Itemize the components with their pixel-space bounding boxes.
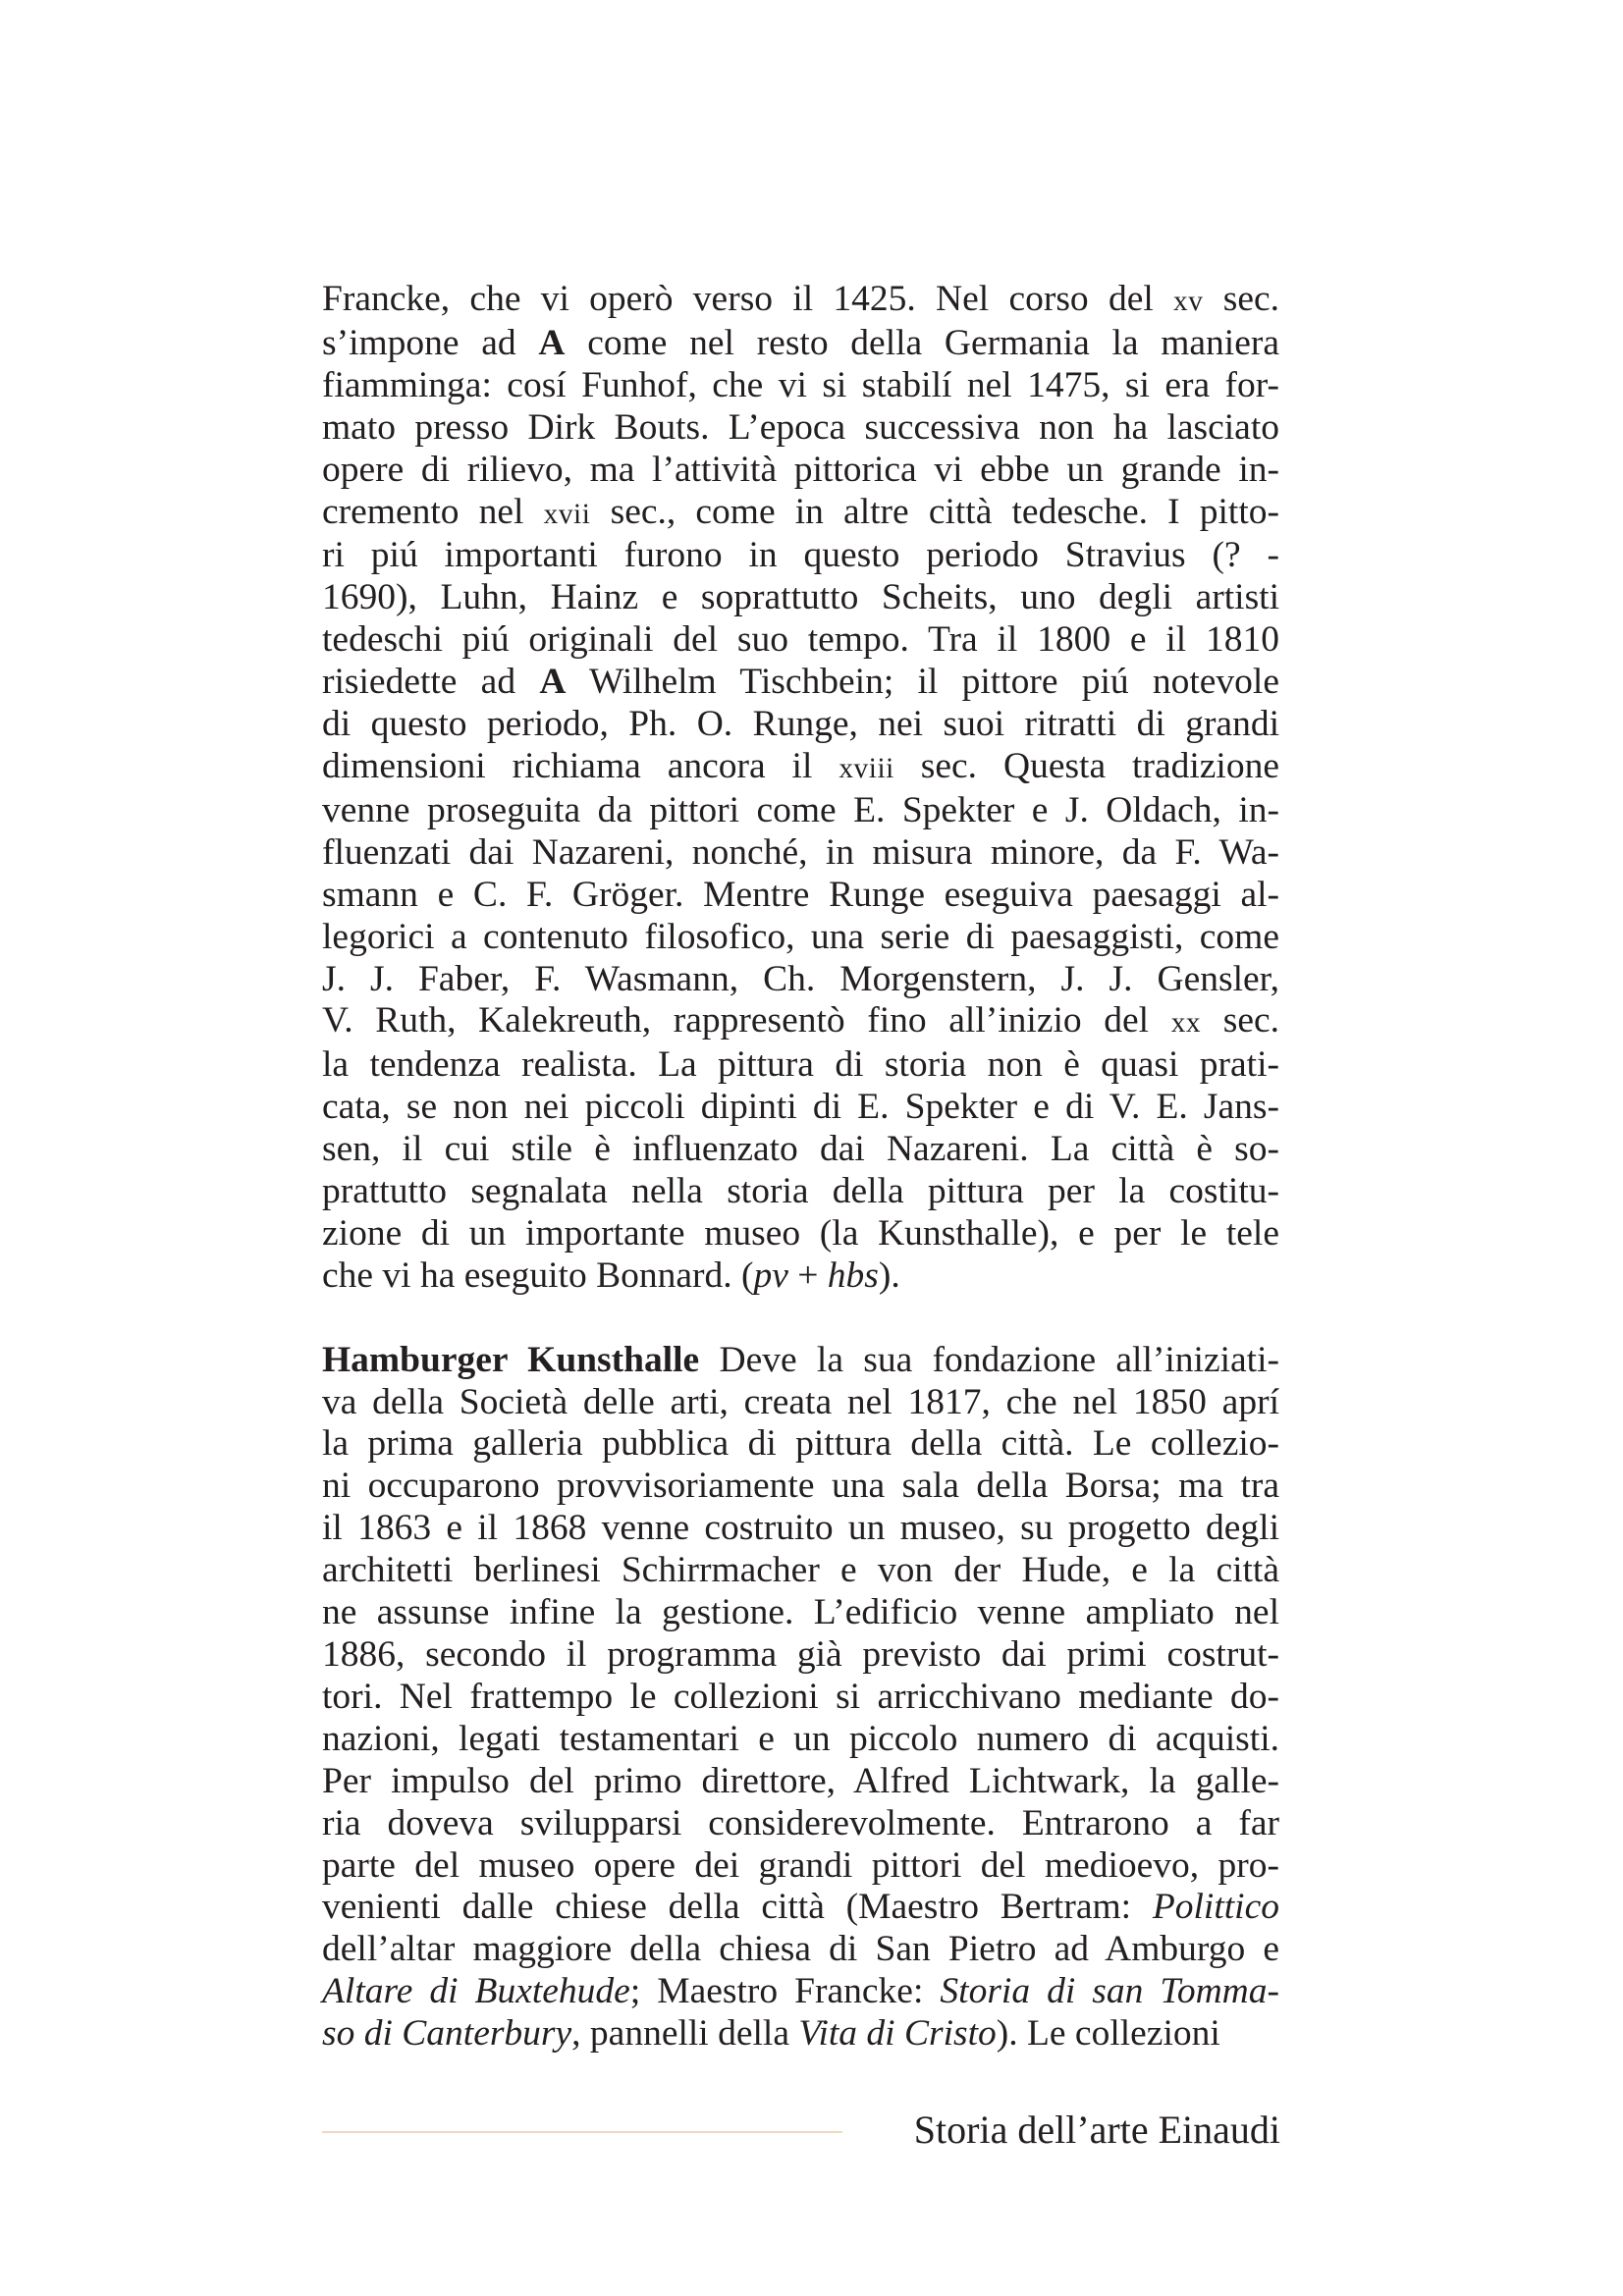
text-line (322, 1129, 1279, 1171)
text-line (322, 1592, 1279, 1634)
italic-text: Vita di Cristo (798, 2013, 997, 2055)
text-line (322, 917, 1279, 959)
text-line (322, 279, 1279, 323)
text-run: Francke, che vi operò verso il 1425. Nel corso del (322, 279, 1174, 319)
text-line (322, 1423, 1279, 1466)
text-run: dimensioni richiama ancora il (322, 745, 839, 786)
text-run: risiedette ad (322, 662, 540, 703)
text-line (322, 1382, 1279, 1424)
text-run: fiamminga: cosí Funhof, che vi si stabilí nel 1475, si era for- (322, 364, 1279, 405)
text-run: cata, se non nei piccoli dipinti di E. Spekter e di V. E. Jans- (322, 1087, 1279, 1128)
text-line (322, 535, 1279, 577)
text-line (322, 959, 1279, 1001)
text-run: sen, il cui stile è influenzato dai Nazareni. La città è so- (322, 1129, 1279, 1170)
text-run: cremento nel (322, 491, 544, 532)
text-line (322, 790, 1279, 832)
smallcaps-text: xviii (839, 752, 894, 784)
text-run: Wilhelm Tischbein; il pittore piú notevole (566, 662, 1279, 703)
smallcaps-text: xv (1173, 286, 1204, 317)
paragraph (322, 279, 1279, 1298)
footer-rule (322, 2131, 842, 2133)
text-line (322, 577, 1279, 619)
text-run: ria doveva svilupparsi considerevolmente. Entrarono a far (322, 1802, 1279, 1843)
text-run: opere di rilievo, ma l’attività pittorica vi ebbe un grande in- (322, 449, 1279, 490)
text-line (322, 1845, 1279, 1888)
bold-text: Hamburger Kunsthalle (322, 1339, 700, 1380)
text-run: come nel resto della Germania la maniera (565, 322, 1279, 363)
text-run: V. Ruth, Kalekreuth, rappresentò fino all’inizio del (322, 1000, 1171, 1041)
text-run: parte del museo opere dei grandi pittori del medioevo, pro- (322, 1844, 1279, 1886)
text-run: nazioni, legati testamentari e un piccolo numero di acquisti. (322, 1718, 1279, 1759)
text-line (322, 1803, 1279, 1845)
text-run: il 1863 e il 1868 venne costruito un museo, su progetto degli (322, 1508, 1279, 1549)
text-run: dell’altar maggiore della chiesa di San Pietro ad Amburgo e (322, 1929, 1279, 1970)
text-run: 1886, secondo il programma già previsto dai primi costrut- (322, 1633, 1279, 1675)
text-line (322, 1887, 1279, 1929)
text-line (322, 619, 1279, 662)
text-run: che vi ha eseguito Bonnard. ( (322, 1255, 754, 1296)
text-run: 1690), Luhn, Hainz e soprattutto Scheits, uno degli artisti (322, 577, 1279, 618)
smallcaps-text: xvii (543, 498, 591, 530)
text-run: sec., come in altre città tedesche. I pitto- (590, 491, 1279, 532)
text-line (322, 1971, 1279, 2013)
text-run: tedeschi piú originali del suo tempo. Tra il 1800 e il 1810 (322, 619, 1279, 661)
text-run: tori. Nel frattempo le collezioni si arricchivano mediante do- (322, 1676, 1279, 1717)
footer-title: Storia dell’arte Einaudi (913, 2108, 1280, 2152)
text-run: Per impulso del primo direttore, Alfred Lichtwark, la galle- (322, 1760, 1279, 1801)
text-run: ; Maestro Francke: (629, 1971, 941, 2012)
text-run: J. J. Faber, F. Wasmann, Ch. Morgenstern, J. J. Gensler, (322, 958, 1279, 999)
text-run: sec. Questa tradizione (893, 745, 1279, 786)
italic-text: pv (753, 1255, 788, 1296)
text-line (322, 1508, 1279, 1550)
text-run: ni occuparono provvisoriamente una sala della Borsa; ma tra (322, 1466, 1279, 1507)
text-line (322, 365, 1279, 407)
text-line (322, 875, 1279, 917)
text-run: smann e C. F. Gröger. Mentre Runge eseguiva paesaggi al- (322, 874, 1279, 915)
text-run: sec. (1203, 279, 1279, 319)
text-line (322, 704, 1279, 746)
text-line (322, 1466, 1279, 1508)
text-line (322, 323, 1279, 365)
text-line (322, 662, 1279, 704)
text-line (322, 1677, 1279, 1719)
text-run: , pannelli della (571, 2013, 799, 2055)
italic-text: so di Canterbury (322, 2013, 572, 2055)
text-line (322, 2013, 1279, 2056)
text-run: venienti dalle chiese della città (Maestro Bertram: (322, 1887, 1153, 1928)
text-run: mato presso Dirk Bouts. L’epoca successiva non ha lasciato (322, 406, 1279, 448)
text-run: la tendenza realista. La pittura di storia non è quasi prati- (322, 1044, 1279, 1086)
text-line (322, 1044, 1279, 1087)
text-run: ). (878, 1255, 900, 1296)
text-line (322, 1719, 1279, 1761)
text-line (322, 1761, 1279, 1803)
text-line (322, 1000, 1279, 1044)
text-run: fluenzati dai Nazareni, nonché, in misura minore, da F. Wa- (322, 831, 1279, 873)
text-run: ). Le collezioni (996, 2013, 1220, 2055)
paragraph (322, 1340, 1279, 2056)
text-line (322, 1087, 1279, 1129)
text-run: di questo periodo, Ph. O. Runge, nei suoi ritratti di grandi (322, 704, 1279, 745)
text-line (322, 1929, 1279, 1971)
text-line (322, 1634, 1279, 1677)
text-line (322, 1213, 1279, 1255)
text-run: venne proseguita da pittori come E. Spekter e J. Oldach, in- (322, 789, 1279, 830)
text-run: + (787, 1255, 828, 1296)
text-line (322, 1550, 1279, 1592)
text-run: s’impone ad (322, 322, 539, 363)
body-text (322, 279, 1279, 2056)
italic-text: Storia di san Tomma- (940, 1971, 1279, 2012)
italic-text: hbs (827, 1255, 879, 1296)
text-line (322, 832, 1279, 875)
text-run: ne assunse infine la gestione. L’edificio venne ampliato nel (322, 1592, 1279, 1633)
text-line (322, 492, 1279, 536)
text-run: architetti berlinesi Schirrmacher e von der Hude, e la città (322, 1550, 1279, 1591)
text-run: Deve la sua fondazione all’iniziati- (699, 1339, 1279, 1380)
text-line (322, 1340, 1279, 1382)
bold-text: A (539, 662, 567, 703)
text-line (322, 450, 1279, 492)
text-line (322, 1171, 1279, 1213)
text-run: legorici a contenuto filosofico, una serie di paesaggisti, come (322, 916, 1279, 957)
text-run: ri piú importanti furono in questo periodo Stravius (? - (322, 535, 1279, 576)
italic-text: Polittico (1152, 1887, 1279, 1928)
italic-text: Altare di Buxtehude (322, 1971, 630, 2012)
text-run: va della Società delle arti, creata nel 1817, che nel 1850 aprí (322, 1381, 1279, 1422)
text-run: la prima galleria pubblica di pittura della città. Le collezio- (322, 1423, 1279, 1465)
text-line (322, 407, 1279, 450)
bold-text: A (538, 322, 566, 363)
text-line (322, 746, 1279, 790)
smallcaps-text: xx (1170, 1007, 1202, 1040)
text-run: sec. (1201, 1000, 1279, 1041)
text-line (322, 1255, 1279, 1298)
text-run: zione di un importante museo (la Kunsthalle), e per le tele (322, 1212, 1279, 1254)
text-run: prattutto segnalata nella storia della pittura per la costitu- (322, 1171, 1279, 1212)
